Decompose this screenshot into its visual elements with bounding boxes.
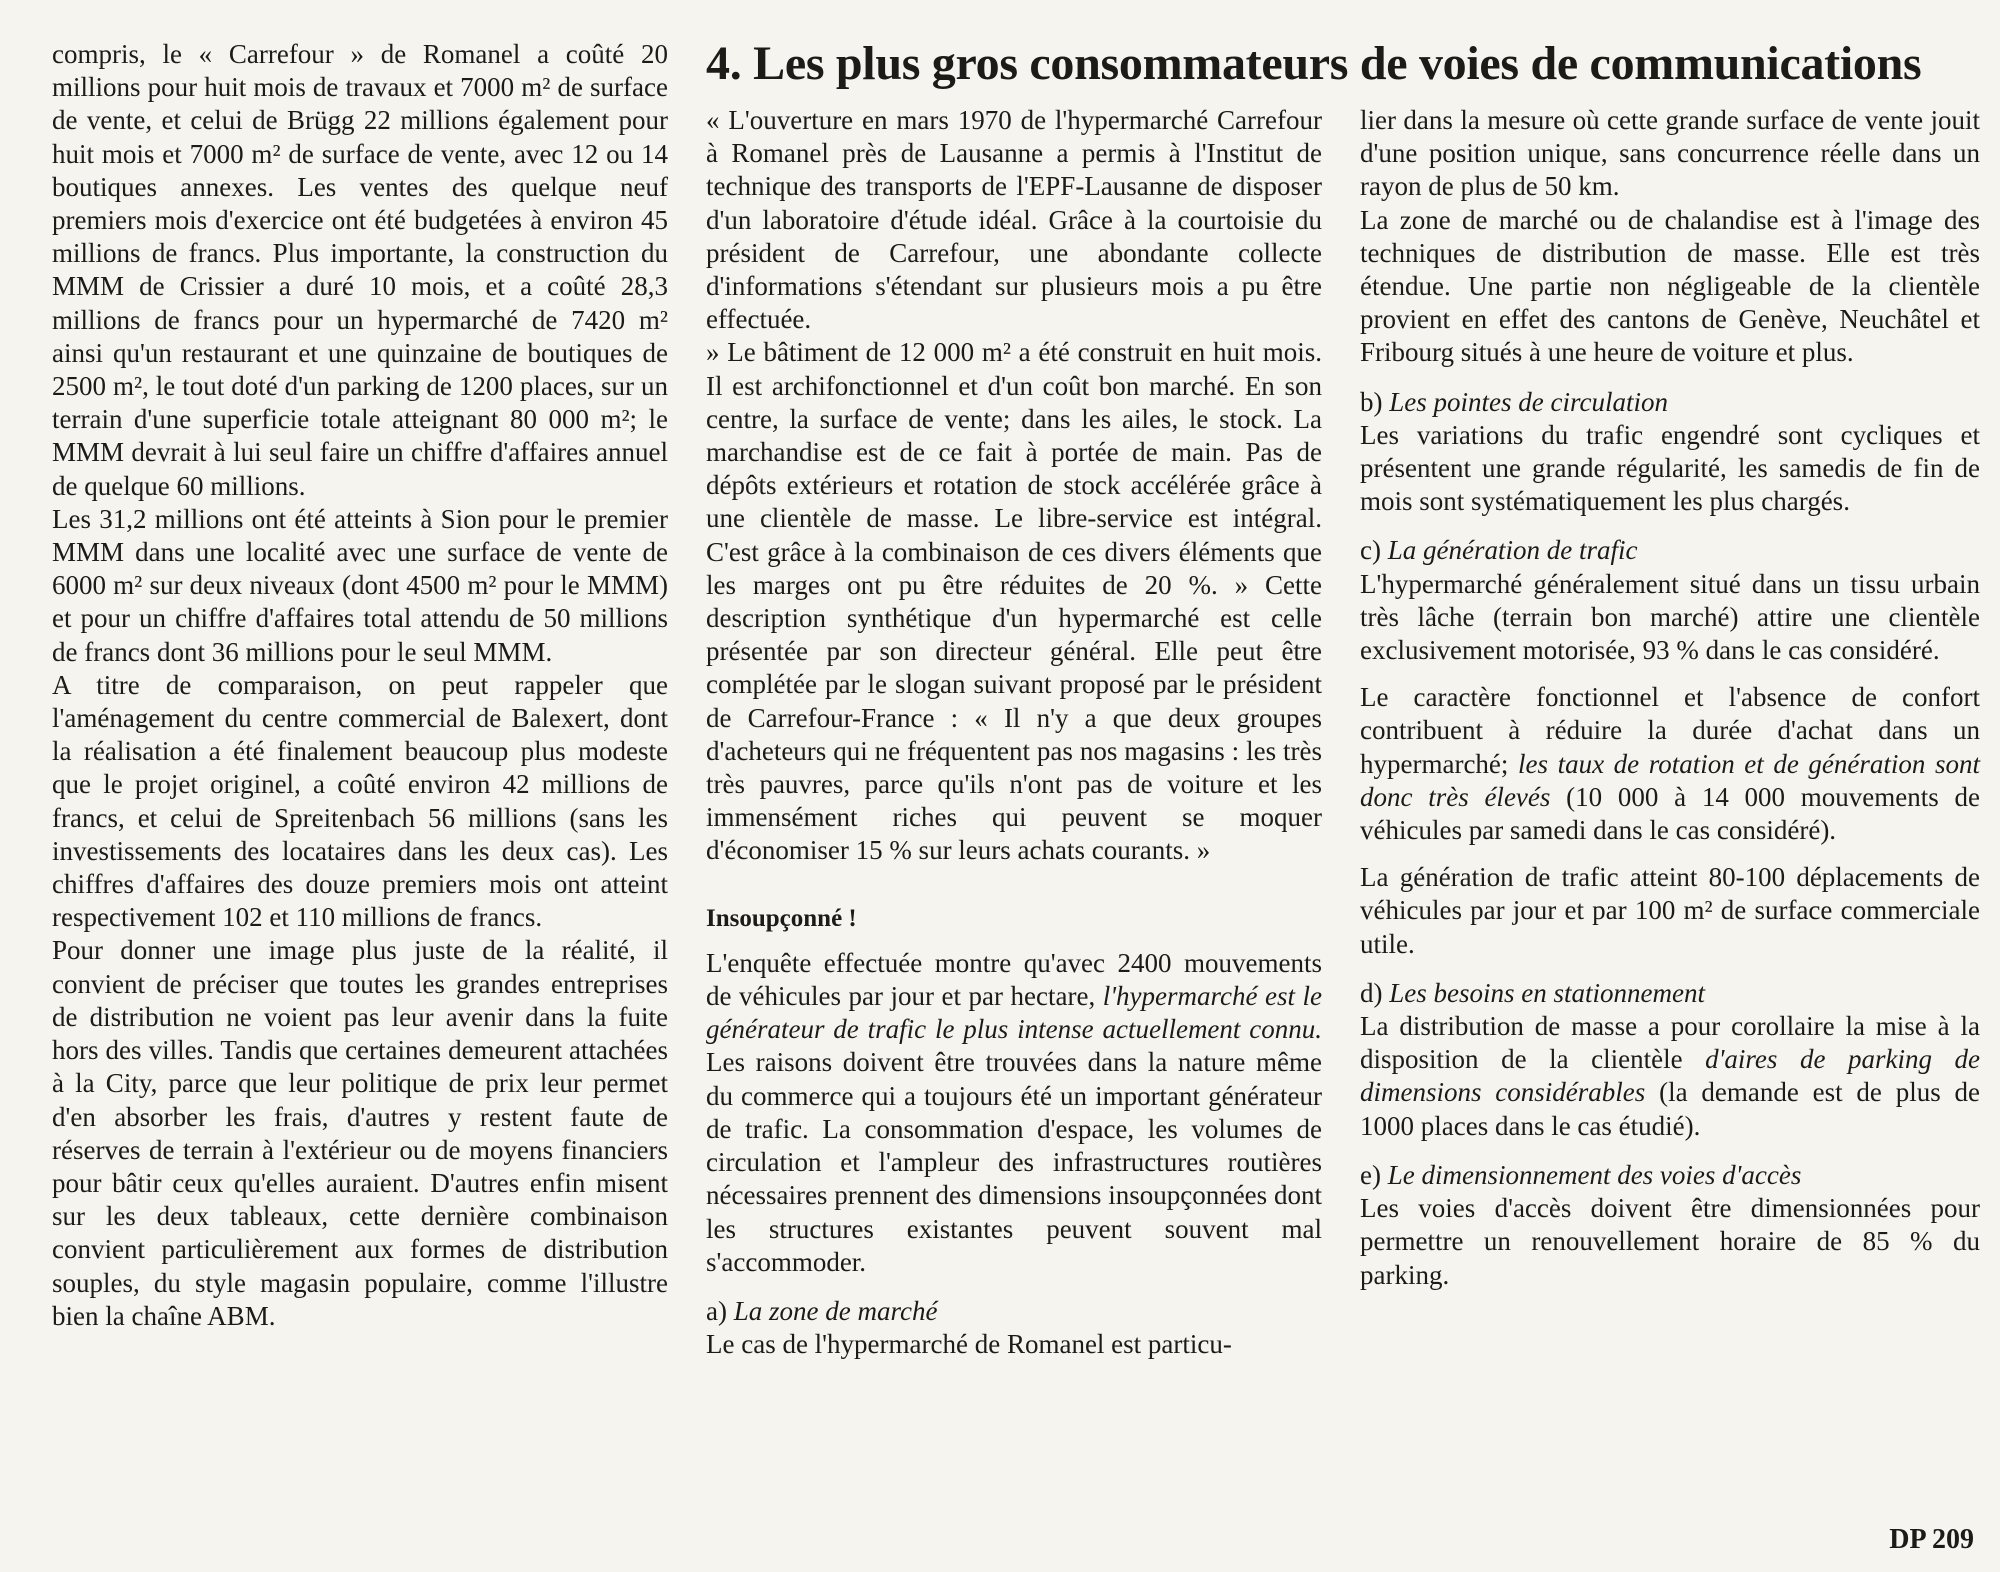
subsection-title: La zone de marché <box>733 1295 938 1326</box>
paragraph <box>1360 681 1980 847</box>
paragraph: La génération de trafic atteint 80-100 déplacements de véhicules par jour et par 100 m² de surface commerciale utile. <box>1360 862 1980 959</box>
paragraph: lier dans la mesure où cette grande surface de vente jouit d'une position unique, sans concurrence réelle dans un rayon de plus de 50 km. <box>1360 105 1980 202</box>
italic-emphasis: l'hypermarché est le générateur de trafic le plus intense actuellement connu. <box>706 981 1323 1045</box>
subsection-heading <box>706 1295 1322 1328</box>
subsection-heading <box>1360 386 1980 419</box>
paragraph: Les voies d'accès doivent être dimensionnées pour permettre un renouvellement horaire de 85 % du parking. <box>1360 1193 1980 1290</box>
paragraph: Les variations du trafic engendré sont cycliques et présentent une grande régularité, les samedis de fin de mois sont systématiquement les plus chargés. <box>1360 419 1980 517</box>
text-run: (la demande est de plus de 1000 places dans le cas étudié). <box>1360 1077 1980 1141</box>
paragraph <box>1360 1010 1980 1143</box>
subsection-heading <box>1360 977 1980 1010</box>
paragraph <box>706 947 1322 1279</box>
italic-emphasis: les taux de rotation et de génération sont donc très élevés <box>1360 748 1981 812</box>
subsection-label: a) <box>706 1295 734 1326</box>
subheading: Insoupçonné ! <box>706 904 857 932</box>
paragraph: L'hypermarché généralement situé dans un tissu urbain très lâche (terrain bon marché) attire une clientèle exclusivement motorisée, 93 % dans le cas considéré. <box>1360 568 1980 666</box>
subsection-label: b) <box>1360 386 1390 417</box>
subsection-label: e) <box>1360 1159 1388 1190</box>
paragraph: » Le bâtiment de 12 000 m² a été construit en huit mois. Il est archifonctionnel et d'un coût bon marché. En son centre, la surface de vente; dans les ailes, le stock. La marchandise est de ce fait à portée de main. Pas de dépôts extérieurs et rotation de stock accélérée grâce à une clientèle de masse. Le libre-service est intégral. C'est grâce à la combinaison de ces divers éléments que les marges ont pu être réduites de 20 %. » Cette description synthétique d'un hypermarché est celle présentée par son directeur général. Elle peut être complétée par le slogan suivant proposé par le président de Carrefour-France : « Il n'y a que deux groupes d'acheteurs qui ne fréquentent pas nos magasins : les très très pauvres, parce qu'ils n'ont pas de voiture et les immensément riches qui peuvent se moquer d'économiser 15 % sur leurs achats courants. » <box>706 337 1322 866</box>
subsection-heading <box>1360 1159 1980 1192</box>
text-run: (10 000 à 14 000 mouvements de véhicules par samedi dans le cas considéré). <box>1360 781 1980 846</box>
column-middle <box>706 104 1322 1361</box>
subsection-title: Les pointes de circulation <box>1389 386 1668 417</box>
section-heading: 4. Les plus gros consommateurs de voies de communications <box>706 37 1922 90</box>
subsection-title: Les besoins en stationnement <box>1389 977 1705 1008</box>
column-right <box>1360 104 1980 1292</box>
text-run: Les raisons doivent être trouvées dans la nature même du commerce qui a toujours été un important générateur de trafic. La consommation d'espace, les volumes de circulation et l'ampleur des infrastructures routières nécessaires prennent des dimensions insoupçonnées dont les structures existantes peuvent souvent mal s'accommoder. <box>706 1047 1322 1277</box>
page-number: DP 209 <box>1889 1524 1974 1555</box>
paragraph: « L'ouverture en mars 1970 de l'hypermarché Carrefour à Romanel près de Lausanne a permis à l'Institut de technique des transports de l'EPF-Lausanne de disposer d'un laboratoire d'étude idéal. Grâce à la courtoisie du président de Carrefour, une abondante collecte d'informations s'étendant sur plusieurs mois a pu être effectuée. <box>706 105 1322 335</box>
paragraph: Pour donner une image plus juste de la réalité, il convient de préciser que toutes les grandes entreprises de distribution ne voient pas leur avenir dans la fuite hors des villes. Tandis que certaines demeurent attachées à la City, parce que leur politique de prix leur permet d'en absorber les frais, d'autres y restent faute de réserves de terrain à l'extérieur ou de moyens financiers pour bâtir ceux qu'elles auraient. D'autres enfin misent sur les deux tableaux, cette dernière combinaison convient particulièrement aux formes de distribution souples, du style magasin populaire, comme l'illustre bien la chaîne ABM. <box>52 935 668 1331</box>
subsection-title: Le dimensionnement des voies d'accès <box>1387 1159 1802 1190</box>
paragraph: La zone de marché ou de chalandise est à l'image des techniques de distribution de masse. Elle est très étendue. Une partie non négligeable de la clientèle provient en effet des cantons de Genève, Neuchâtel et Fribourg situés à une heure de voiture et plus. <box>1360 204 1980 368</box>
subsection-title: La génération de trafic <box>1387 535 1638 566</box>
text-run: Le caractère fonctionnel et l'absence de confort contribuent à réduire la durée d'achat dans un hypermarché; <box>1360 682 1980 779</box>
text-run: L'enquête effectuée montre qu'avec 2400 mouvements de véhicules par jour et par hectare, <box>706 947 1322 1012</box>
paragraph: Les 31,2 millions ont été atteints à Sion pour le premier MMM dans une localité avec une surface de vente de 6000 m² sur deux niveaux (dont 4500 m² pour le MMM) et pour un chiffre d'affaires total attendu de 50 millions de francs dont 36 millions pour le seul MMM. <box>52 503 668 667</box>
subsection-label: c) <box>1360 535 1388 566</box>
italic-emphasis: d'aires de parking de dimensions considérables <box>1360 1044 1980 1108</box>
subsection-heading <box>1360 534 1980 567</box>
column-left <box>52 38 668 1333</box>
subsection-label: d) <box>1360 977 1390 1008</box>
paragraph: Le cas de l'hypermarché de Romanel est particu- <box>706 1329 1232 1360</box>
text-run: La distribution de masse a pour corollaire la mise à la disposition de la clientèle <box>1360 1011 1980 1075</box>
paragraph: compris, le « Carrefour » de Romanel a coûté 20 millions pour huit mois de travaux et 7000 m² de surface de vente, et celui de Brügg 22 millions également pour huit mois et 7000 m² de surface de vente, avec 12 ou 14 boutiques annexes. Les ventes des quelque neuf premiers mois d'exercice ont été budgetées à environ 45 millions de francs. Plus importante, la construction du MMM de Crissier a duré 10 mois, et a coûté 28,3 millions de francs pour un hypermarché de 7420 m² ainsi qu'un restaurant et une quinzaine de boutiques de 2500 m², le tout doté d'un parking de 1200 places, sur un terrain d'une superficie totale atteignant 80 000 m²; le MMM devrait à lui seul faire un chiffre d'affaires annuel de quelque 60 millions. <box>52 39 668 501</box>
paragraph: A titre de comparaison, on peut rappeler que l'aménagement du centre commercial de Balexert, dont la réalisation a été finalement beaucoup plus modeste que le projet originel, a coûté environ 42 millions de francs, et celui de Spreitenbach 56 millions (sans les investissements des locataires dans les deux cas). Les chiffres d'affaires des douze premiers mois ont atteint respectivement 102 et 110 millions de francs. <box>52 669 668 933</box>
